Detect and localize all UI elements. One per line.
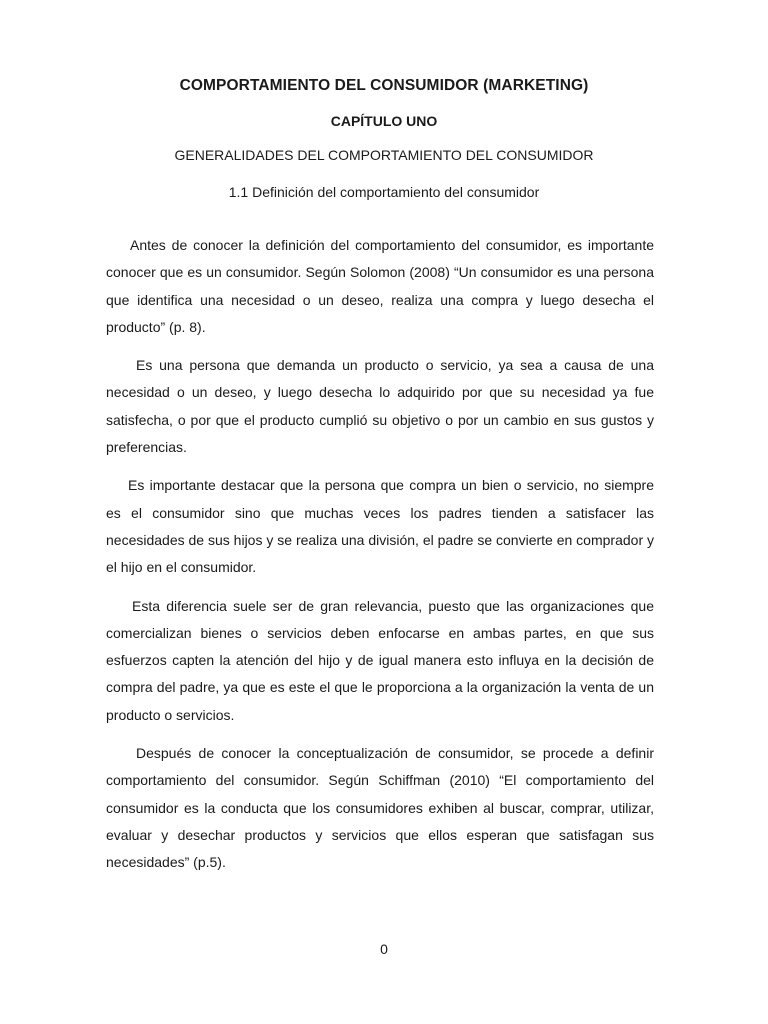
document-body xyxy=(106,232,654,888)
chapter-heading: CAPÍTULO UNO xyxy=(330,113,438,129)
paragraph: Es importante destacar que la persona que compra un bien o servicio, no siempre es el consumidor sino que muchas veces los padres tienden a satisfacer las necesidades de sus hijos y se realiza una división, el padre se convierte en comprador y el hijo en el consumidor. xyxy=(106,477,654,576)
paragraph: Esta diferencia suele ser de gran relevancia, puesto que las organizaciones que comercializan bienes o servicios deben enfocarse en ambas partes, en que sus esfuerzos capten la atención del hijo y de igual manera esto influya en la decisión de compra del padre, ya que es este el que le proporciona a la organización la venta de un producto o servicios. xyxy=(106,597,654,723)
paragraph: Es una persona que demanda un producto o servicio, ya sea a causa de una necesidad o un deseo, y luego desecha lo adquirido por que su necesidad ya fue satisfecha, o por que el producto cumplió su objetivo o por un cambio en sus gustos y preferencias. xyxy=(106,357,654,456)
paragraph: Después de conocer la conceptualización de consumidor, se procede a definir comportamiento del consumidor. Según Schiffman (2010) “El comportamiento del consumidor es la conducta que los consumidores exhiben al buscar, comprar, utilizar, evaluar y desechar productos y servicios que ellos esperan que satisfagan sus necesidades” (p.5). xyxy=(106,745,654,871)
page-number: 0 xyxy=(380,941,388,957)
section-heading: 1.1 Definición del comportamiento del consumidor xyxy=(228,184,540,200)
paragraph: Antes de conocer la definición del comportamiento del consumidor, es importante conocer que es un consumidor. Según Solomon (2008) “Un consumidor es una persona que identifica una necesidad o un deseo, realiza una compra y luego desecha el producto” (p. 8). xyxy=(106,237,654,335)
document-title: COMPORTAMIENTO DEL CONSUMIDOR (MARKETING) xyxy=(179,77,589,94)
chapter-subtitle: GENERALIDADES DEL COMPORTAMIENTO DEL CONSUMIDOR xyxy=(174,147,594,163)
